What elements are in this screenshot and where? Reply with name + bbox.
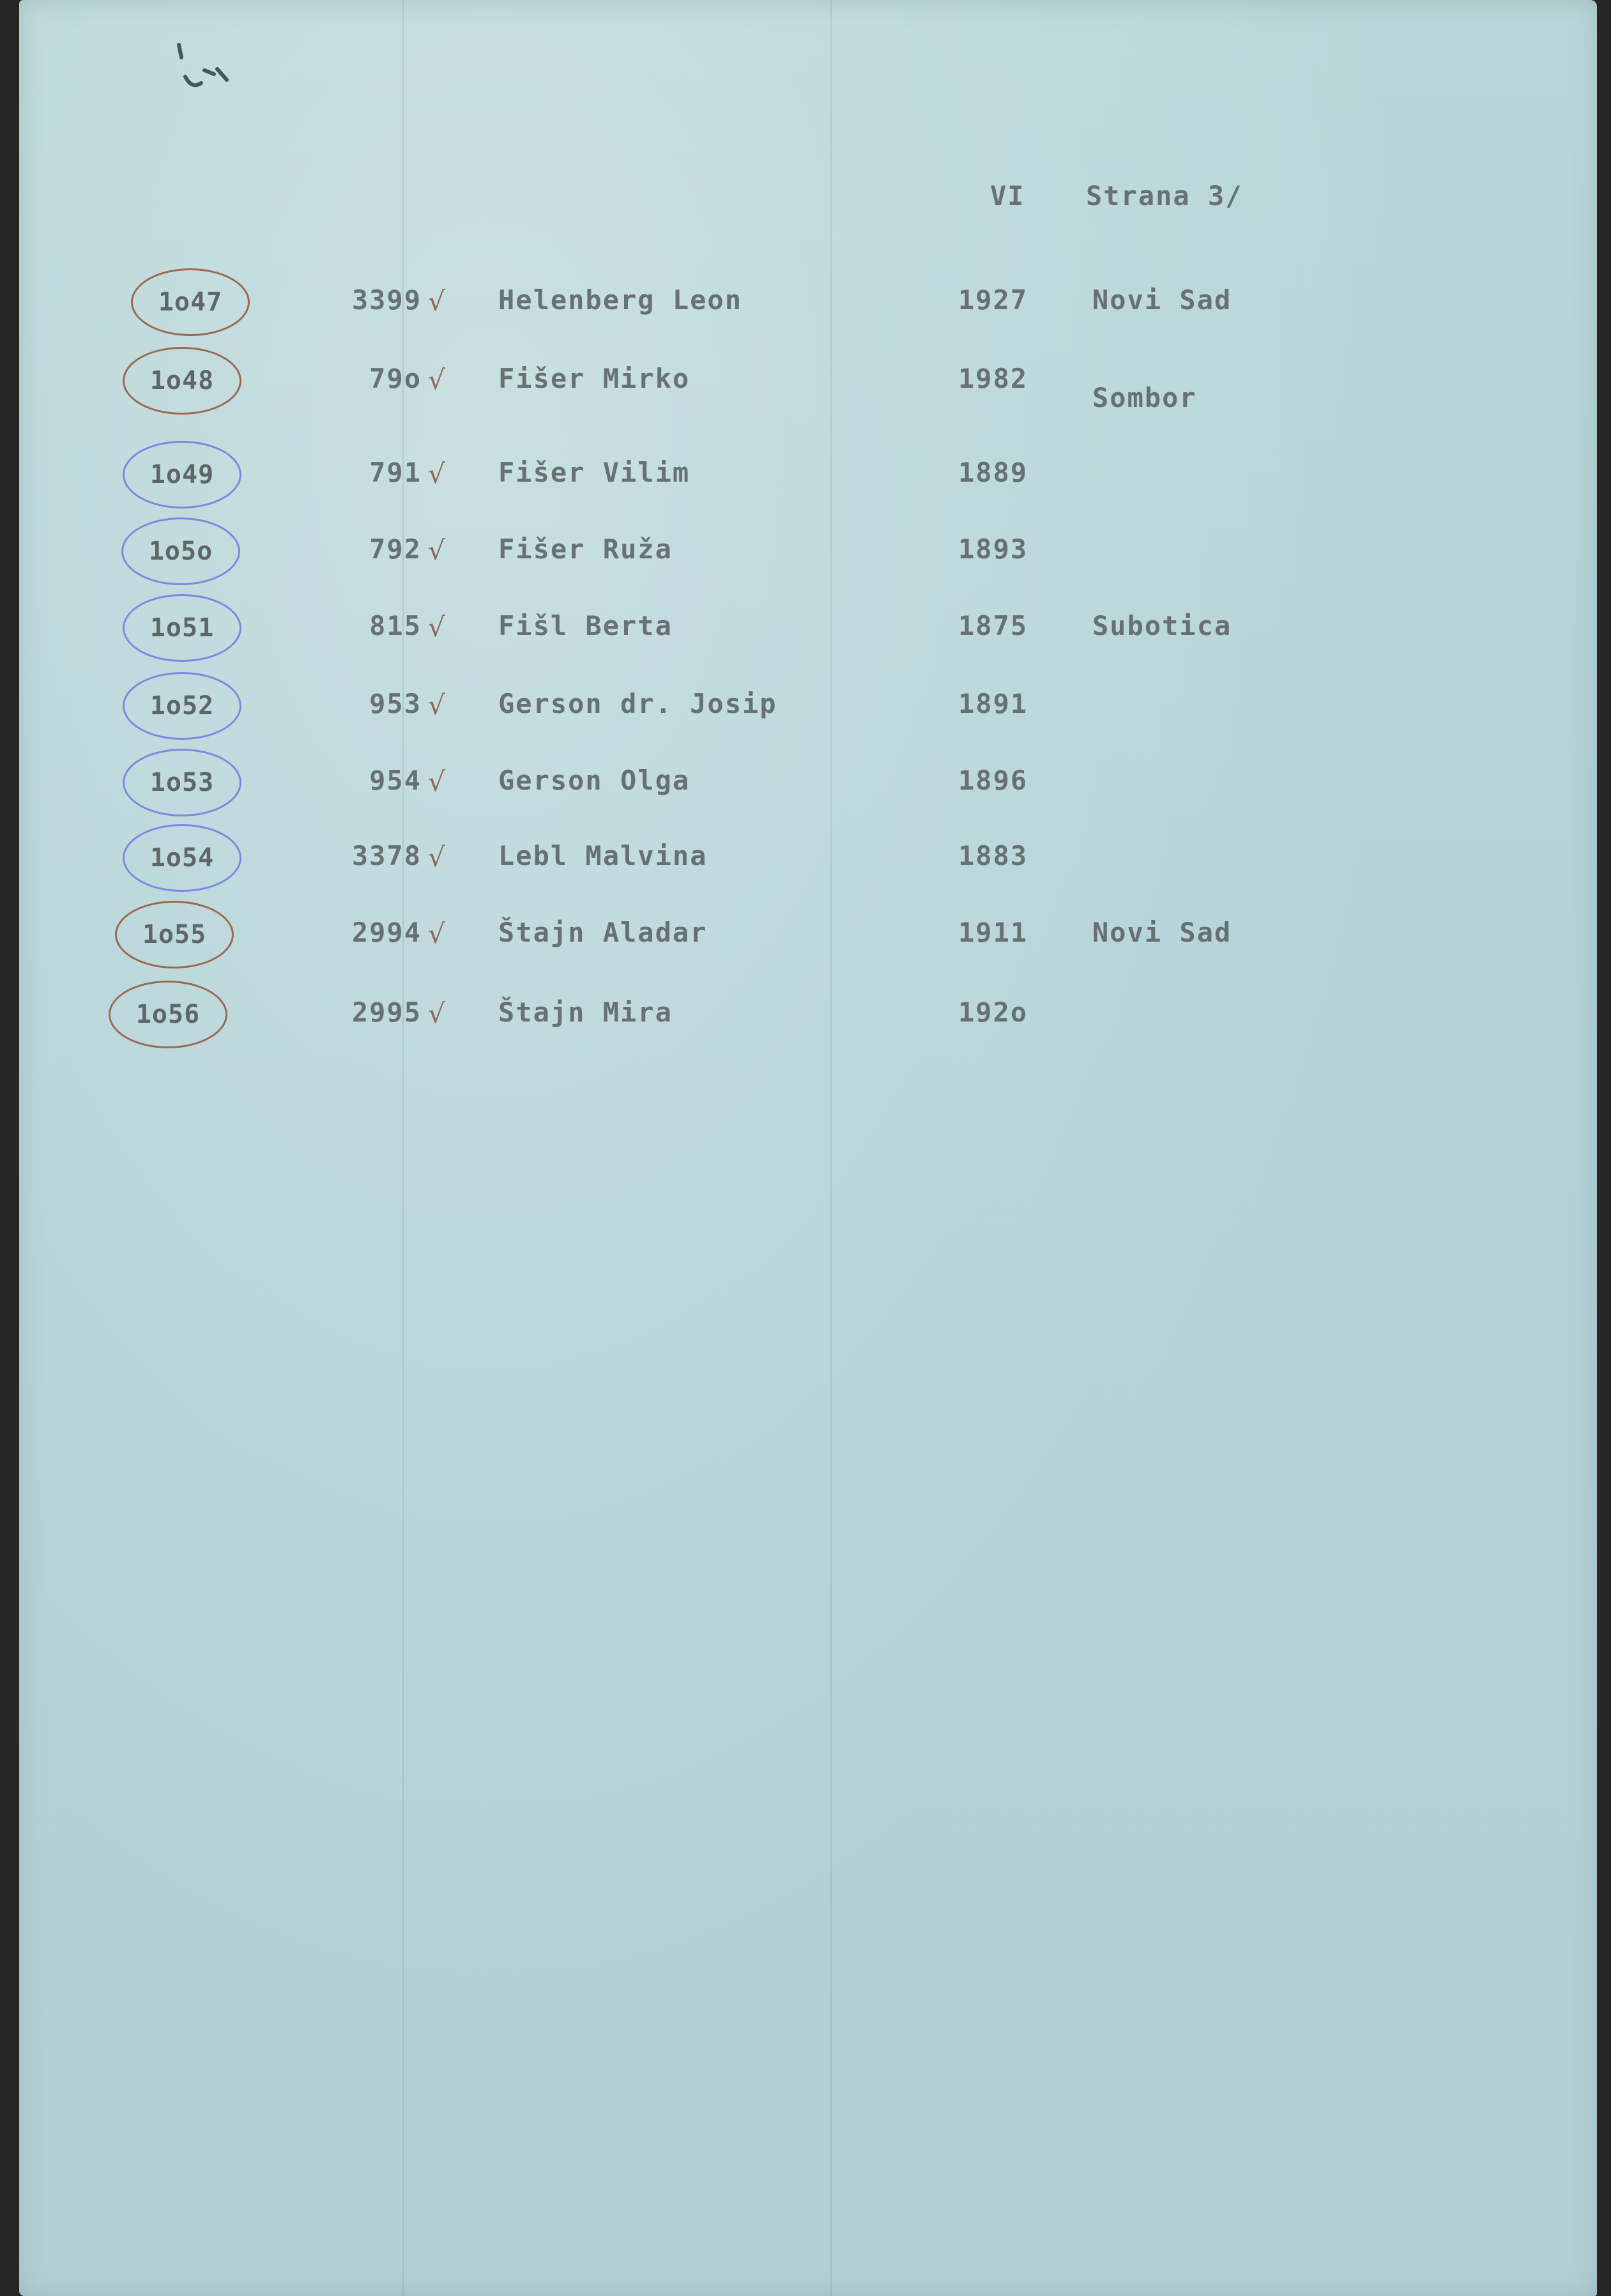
check-mark-icon: √ — [428, 766, 445, 797]
record-number: 815 — [369, 610, 422, 641]
fold-line — [402, 0, 404, 2296]
entry-id: 1o49 — [149, 460, 215, 489]
entry-id-circle — [123, 824, 241, 892]
entry-id-circle — [123, 347, 241, 415]
record-number: 954 — [369, 765, 422, 796]
record-number: 79o — [369, 363, 422, 394]
birth-year: 1893 — [958, 533, 1028, 565]
staple-mark — [166, 32, 243, 96]
record-number: 2995 — [351, 997, 422, 1028]
person-name: Helenberg Leon — [498, 284, 743, 316]
place-name: Novi Sad — [1092, 917, 1232, 948]
entry-id-circle — [123, 749, 241, 816]
entry-id-circle — [115, 901, 234, 968]
entry-id-circle — [123, 672, 241, 740]
person-name: Fišl Berta — [498, 610, 673, 641]
place-name: Sombor — [1092, 382, 1197, 413]
entry-id: 1o54 — [149, 843, 215, 873]
entry-id: 1o5o — [148, 537, 213, 566]
place-name: Novi Sad — [1092, 284, 1232, 316]
person-name: Gerson Olga — [498, 765, 691, 796]
check-mark-icon: √ — [428, 611, 445, 643]
birth-year: 192o — [958, 997, 1028, 1028]
section-label: VI — [990, 180, 1025, 211]
birth-year: 1883 — [958, 840, 1028, 871]
birth-year: 1889 — [958, 457, 1028, 488]
entry-id: 1o48 — [149, 366, 215, 395]
birth-year: 1982 — [958, 363, 1028, 394]
entry-id-circle — [123, 441, 241, 509]
entry-id: 1o55 — [142, 920, 207, 949]
record-number: 791 — [369, 457, 422, 488]
fold-line — [830, 0, 832, 2296]
check-mark-icon: √ — [428, 918, 445, 949]
record-number: 2994 — [351, 917, 422, 948]
birth-year: 1891 — [958, 688, 1028, 719]
check-mark-icon: √ — [428, 364, 445, 395]
record-number: 953 — [369, 688, 422, 719]
entry-id-circle — [131, 268, 250, 336]
record-number: 3399 — [351, 284, 422, 316]
place-name: Subotica — [1092, 610, 1232, 641]
birth-year: 1896 — [958, 765, 1028, 796]
person-name: Štajn Aladar — [498, 917, 708, 948]
record-number: 3378 — [351, 840, 422, 871]
check-mark-icon: √ — [428, 841, 445, 873]
person-name: Gerson dr. Josip — [498, 688, 777, 719]
person-name: Fišer Vilim — [498, 457, 691, 488]
birth-year: 1875 — [958, 610, 1028, 641]
entry-id-circle — [121, 517, 240, 585]
check-mark-icon: √ — [428, 998, 445, 1029]
record-number: 792 — [369, 533, 422, 565]
check-mark-icon: √ — [428, 458, 445, 489]
check-mark-icon: √ — [428, 689, 445, 721]
person-name: Štajn Mira — [498, 997, 673, 1028]
check-mark-icon: √ — [428, 286, 445, 317]
entry-id: 1o56 — [135, 1000, 201, 1029]
check-mark-icon: √ — [428, 535, 445, 566]
paper-sheet — [19, 0, 1597, 2296]
entry-id: 1o53 — [149, 768, 215, 797]
person-name: Lebl Malvina — [498, 840, 708, 871]
entry-id: 1o47 — [158, 287, 223, 317]
person-name: Fišer Mirko — [498, 363, 691, 394]
entry-id-circle — [109, 981, 227, 1048]
birth-year: 1911 — [958, 917, 1028, 948]
birth-year: 1927 — [958, 284, 1028, 316]
page-label: Strana 3/ — [1086, 180, 1243, 211]
entry-id: 1o52 — [149, 691, 215, 721]
person-name: Fišer Ruža — [498, 533, 673, 565]
entry-id: 1o51 — [149, 613, 215, 643]
entry-id-circle — [123, 594, 241, 662]
